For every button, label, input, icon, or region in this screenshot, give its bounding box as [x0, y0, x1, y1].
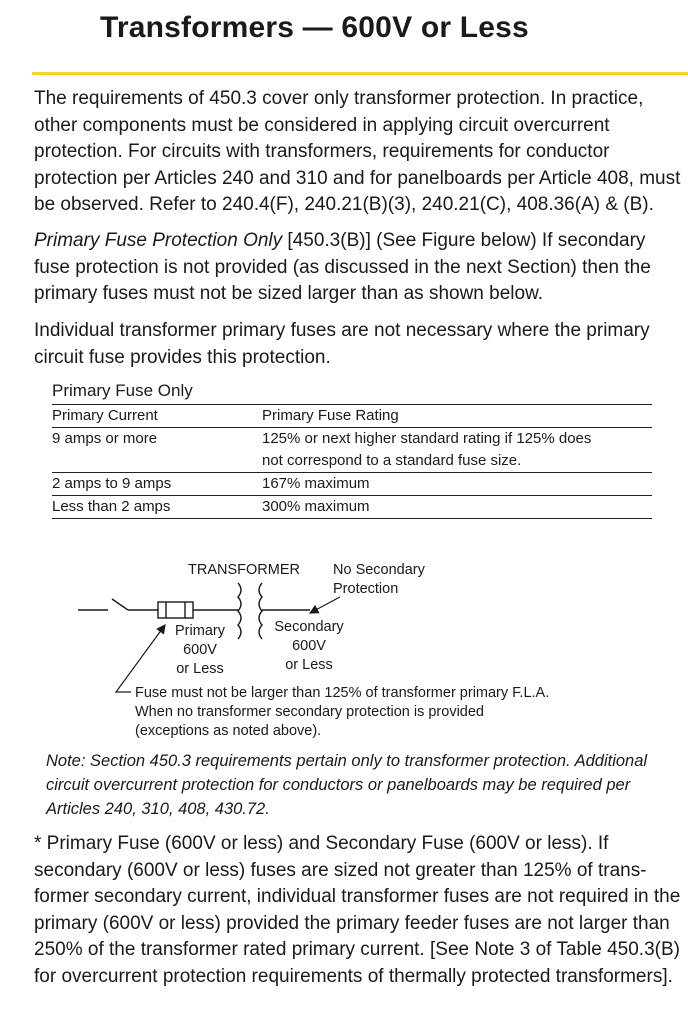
note-paragraph: Note: Section 450.3 requirements pertain only to transformer protection. Additional circuit overcurrent protection for conductors or panelboards may be required per Articles 240, 310, 408, 430.72.: [46, 752, 648, 818]
secondary-coil-icon: [259, 583, 262, 639]
primary-label-line2: 600V: [183, 642, 217, 658]
primary-fuse-table: [52, 404, 652, 519]
fuse-caption-line1: Fuse must not be larger than 125% of transformer primary F.L.A.: [135, 685, 550, 701]
primary-label-line1: Primary: [175, 623, 225, 639]
no-secondary-arrow: [310, 597, 340, 613]
column-header-primary-current: Primary Current: [52, 407, 158, 424]
fuse-caption-line2: When no transformer secondary protection is provided: [135, 704, 484, 720]
transformer-label: TRANSFORMER: [188, 562, 300, 578]
transformer-diagram: [0, 555, 688, 745]
no-secondary-label-line1: No Secondary: [333, 562, 425, 578]
page-title: Transformers — 600V or Less: [100, 11, 529, 44]
table-cell: Less than 2 amps: [52, 498, 171, 515]
circuit-lines: [78, 599, 310, 610]
primary-coil-icon: [238, 583, 241, 639]
primary-fuse-paragraph: [34, 228, 682, 308]
fuse-icon: [158, 602, 193, 618]
fuse-caption-line3: (exceptions as noted above).: [135, 723, 322, 739]
table-row: [52, 496, 652, 519]
table-header-row: [52, 405, 652, 428]
individual-fuse-paragraph: Individual transformer primary fuses are not necessary where the primary circuit fuse provides this protection.: [34, 320, 650, 368]
secondary-label-line2: 600V: [292, 638, 326, 654]
table-row: [52, 473, 652, 496]
table-cell: 167% maximum: [262, 475, 370, 492]
table-cell: 125% or next higher standard rating if 125% does not correspond to a standard fuse size.: [262, 430, 592, 469]
title-divider: [32, 72, 688, 75]
primary-fuse-text: [450.3(B)] (See Figure below) If secondary fuse protection is not provided (as discussed in the next Section) then the primary fuses must not be sized larger than as shown below.: [34, 230, 651, 304]
intro-paragraph: The requirements of 450.3 cover only transformer protection. In practice, other components must be considered in applying circuit overcurrent protection. For circuits with transformers, requirements for conductor protection per Articles 240 and 310 and for panelboards per Article 408, must be observed. Refer to 240.4(F), 240.21(B)(3), 240.21(C), 408.36(A) & (B).: [34, 88, 681, 215]
no-secondary-label-line2: Protection: [333, 581, 399, 597]
secondary-label-line3: or Less: [285, 657, 333, 673]
secondary-label-line1: Secondary: [274, 619, 344, 635]
primary-fuse-heading: Primary Fuse Protection Only: [34, 230, 283, 251]
primary-secondary-fuse-paragraph: * Primary Fuse (600V or less) and Secondary Fuse (600V or less). If secondary (600V or less) fuses are sized not greater than 125% of trans-former secondary current, individual transformer fuses are not required in the primary (600V or less) provided the primary feeder fuses are not larger than 250% of the transformer rated primary current. [See Note 3 of Table 450.3(B) for overcurrent protection requirements of thermally protected transformers].: [34, 833, 681, 987]
fuse-pointer-line: [116, 625, 165, 692]
primary-label-line3: or Less: [176, 661, 224, 677]
table-cell: 9 amps or more: [52, 430, 158, 447]
table-row: [52, 428, 652, 473]
table-cell: 2 amps to 9 amps: [52, 475, 172, 492]
table-title: Primary Fuse Only: [52, 381, 193, 400]
column-header-primary-fuse-rating: Primary Fuse Rating: [262, 407, 399, 424]
table-cell: 300% maximum: [262, 498, 370, 515]
